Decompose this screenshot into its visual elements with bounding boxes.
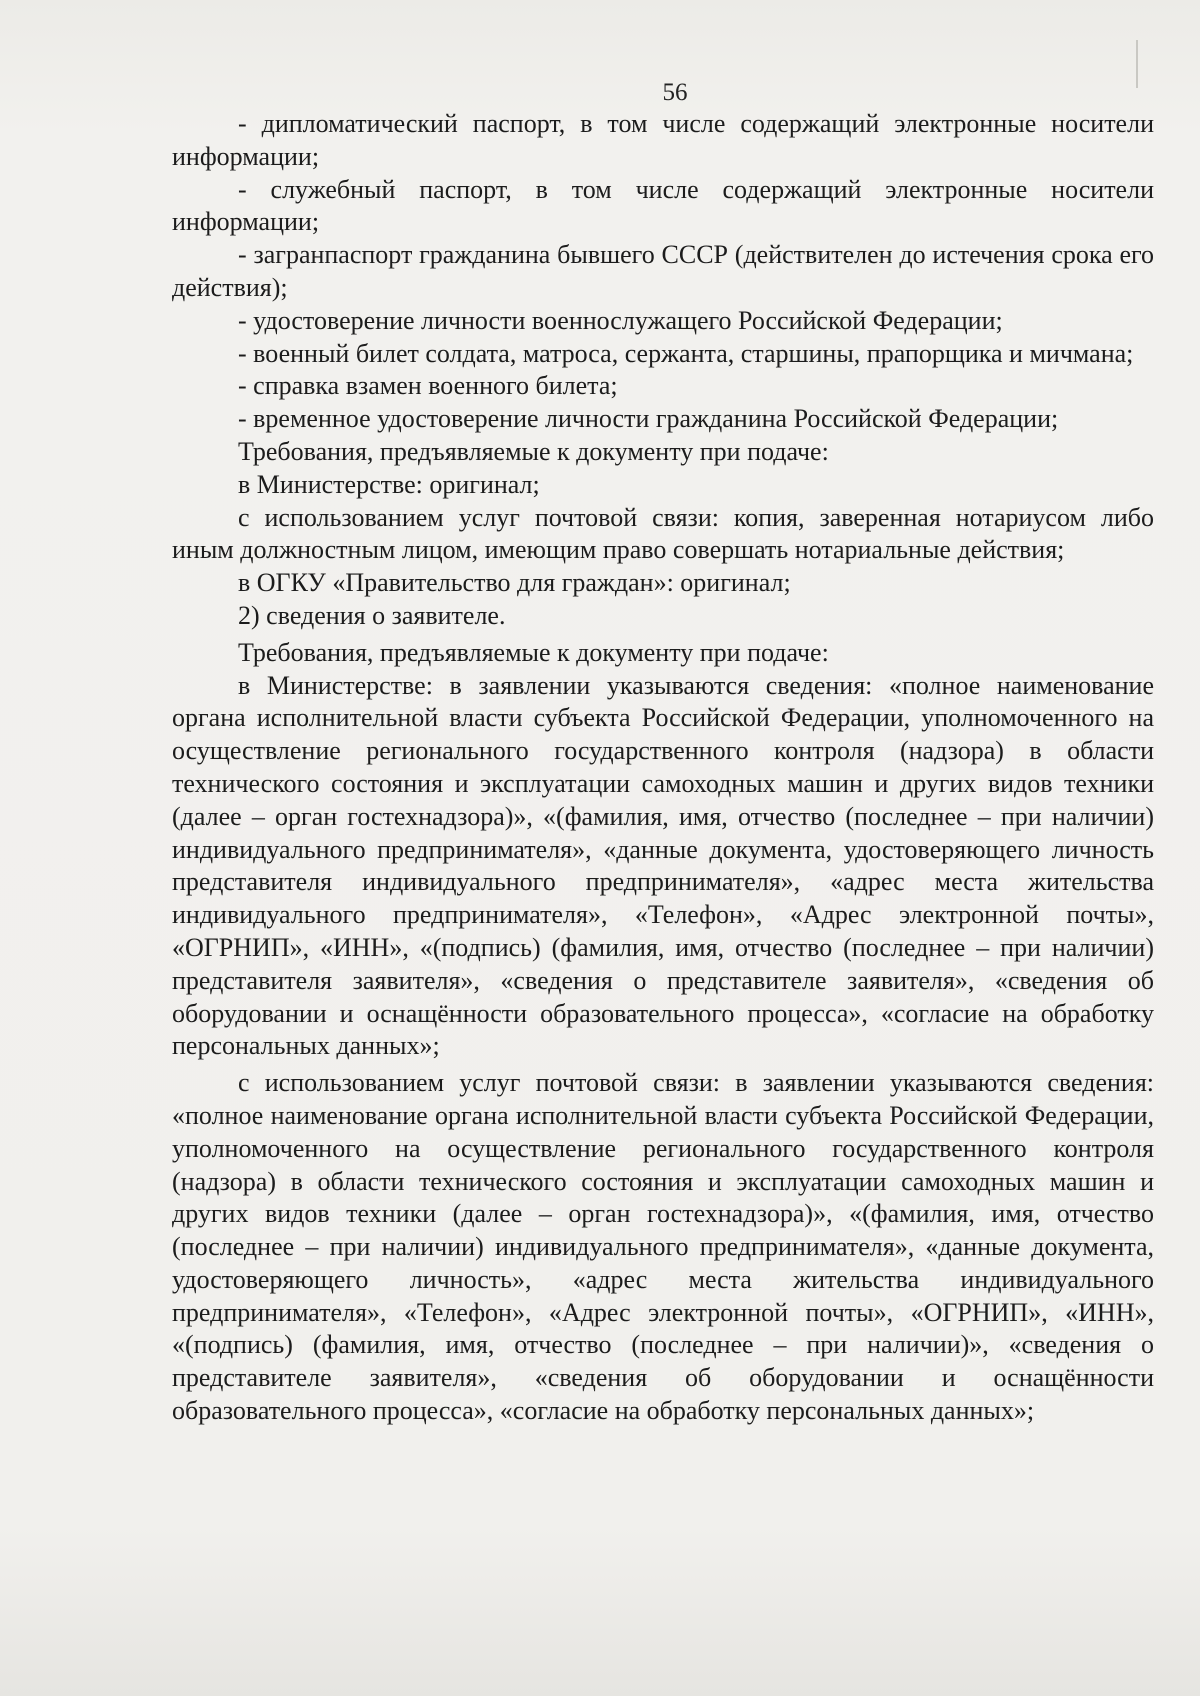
list-item-temporary-id: - временное удостоверение личности гражданина Российской Федерации; — [238, 404, 1059, 434]
list-item-military-certificate: - справка взамен военного билета; — [238, 371, 618, 401]
ministry-application-details: в Министерстве: в заявлении указываются сведения: «полное наименование органа исполнительной власти субъекта Российской Федерации, уполномоченного на осуществление регионального государственного контроля (надзора) в области технического состояния и эксплуатации самоходных машин и других видов техники (далее – орган гостехнадзора)», «(фамилия, имя, отчество (последнее – при наличии) индивидуального предпринимателя», «данные документа, удостоверяющего личность представителя индивидуального предпринимателя», «адрес места жительства индивидуального предпринимателя», «Телефон», «Адрес электронной почты», «ОГРНИП», «ИНН», «(подпись) (фамилия, имя, отчество (последнее – при наличии) представителя заявителя», «сведения о представителе заявителя», «сведения об оборудовании и оснащённости образовательного процесса», «согласие на обработку персональных данных»; — [172, 670, 1154, 1061]
page-number: 56 — [662, 79, 688, 106]
requirement-ministry: в Министерстве: оригинал; — [238, 469, 540, 499]
list-item-military-id: - удостоверение личности военнослужащего Российской Федерации; — [238, 305, 1003, 335]
list-item-ussr-passport: - загранпаспорт гражданина бывшего СССР (действителен до истечения срока его действия); — [172, 240, 1154, 302]
applicant-info-heading: 2) сведения о заявителе. — [238, 600, 506, 630]
requirement-ogku: в ОГКУ «Правительство для граждан»: оригинал; — [238, 568, 791, 598]
list-item-diplomatic-passport: - дипломатический паспорт, в том числе содержащий электронные носители информации; — [172, 109, 1154, 171]
list-item-service-passport: - служебный паспорт, в том числе содержащий электронные носители информации; — [172, 174, 1154, 237]
document-body — [172, 108, 1154, 1428]
requirement-postal: с использованием услуг почтовой связи: копия, заверенная нотариусом либо иным должностным лицом, имеющим право совершать нотариальные действия; — [172, 502, 1154, 565]
requirements-heading: Требования, предъявляемые к документу при подаче: — [238, 436, 829, 466]
postal-application-details: с использованием услуг почтовой связи: в заявлении указываются сведения: «полное наименование органа исполнительной власти субъекта Российской Федерации, уполномоченного на осуществление регионального государственного контроля (надзора) в области технического состояния и эксплуатации самоходных машин и других видов техники (далее – орган гостехнадзора)», «(фамилия, имя, отчество (последнее – при наличии) индивидуального предпринимателя», «данные документа, удостоверяющего личность», «адрес места жительства индивидуального предпринимателя», «Телефон», «Адрес электронной почты», «ОГРНИП», «ИНН», «(подпись) (фамилия, имя, отчество (последнее – при наличии)», «сведения о представителе заявителя», «сведения об оборудовании и оснащённости образовательного процесса», «согласие на обработку персональных данных»; — [172, 1068, 1154, 1426]
list-item-military-card: - военный билет солдата, матроса, сержанта, старшины, прапорщика и мичмана; — [238, 338, 1134, 368]
requirements-heading-2: Требования, предъявляемые к документу при подаче: — [238, 637, 829, 667]
